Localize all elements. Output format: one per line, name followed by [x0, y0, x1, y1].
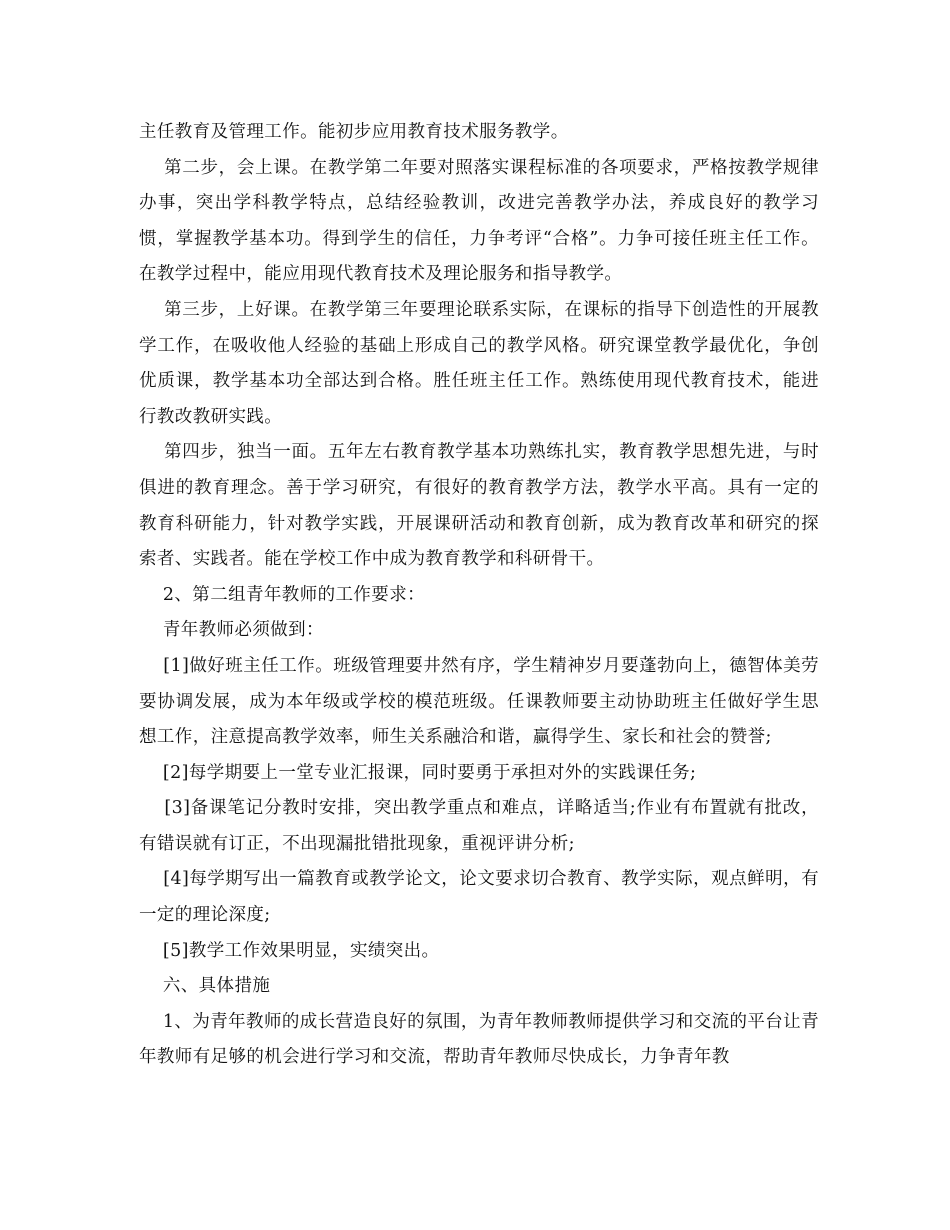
list-item-1: [1]做好班主任工作。班级管理要井然有序，学生精神岁月要蓬勃向上，德智体美劳要协调发展，成为本年级或学校的模范班级。任课教师要主动协助班主任做好学生思想工作，注意提高教学效率，师生关系融洽和谐，赢得学生、家长和社会的赞誉;	[139, 655, 819, 748]
list-item-5: [5]教学工作效果明显，实绩突出。	[139, 940, 440, 961]
heading-specific-measures: 六、具体措施	[139, 976, 271, 997]
paragraph-must-do: 青年教师必须做到：	[139, 620, 324, 641]
paragraph-step-four: 第四步，独当一面。五年左右教育教学基本功熟练扎实，教育教学思想先进，与时俱进的教育理念。善于学习研究，有很好的教育教学方法，教学水平高。具有一定的教育科研能力，针对教学实践，开展课研活动和教育创新，成为教育改革和研究的探索者、实践者。能在学校工作中成为教育教学和科研骨干。	[139, 442, 819, 570]
paragraph-step-two: 第二步，会上课。在教学第二年要对照落实课程标准的各项要求，严格按教学规律办事，突出学科教学特点，总结经验教训，改进完善教学办法，养成良好的教学习惯，掌握教学基本功。得到学生的信任，力争考评“合格”。力争可接任班主任工作。在教学过程中，能应用现代教育技术及理论服务和指导教学。	[139, 157, 819, 285]
paragraph-step-three: 第三步，上好课。在教学第三年要理论联系实际，在课标的指导下创造性的开展教学工作，在吸收他人经验的基础上形成自己的教学风格。研究课堂教学最优化，争创优质课，教学基本功全部达到合格。胜任班主任工作。熟练使用现代教育技术，能进行教改教研实践。	[139, 299, 819, 427]
heading-group-two-requirements: 2、第二组青年教师的工作要求：	[139, 584, 425, 605]
document-body	[139, 115, 819, 1076]
list-item-4: [4]每学期写出一篇教育或教学论文，论文要求切合教育、教学实际，观点鲜明，有一定的理论深度;	[139, 869, 819, 926]
list-item-2: [2]每学期要上一堂专业汇报课，同时要勇于承担对外的实践课任务;	[139, 762, 697, 783]
paragraph-continuation: 主任教育及管理工作。能初步应用教育技术服务教学。	[139, 122, 569, 142]
list-item-3: [3]备课笔记分教时安排，突出教学重点和难点，详略适当;作业有布置就有批改，有错误就有订正，不出现漏批错批现象，重视评讲分析;	[139, 798, 819, 854]
paragraph-measure-1: 1、为青年教师的成长营造良好的氛围，为青年教师教师提供学习和交流的平台让青年教师有足够的机会进行学习和交流，帮助青年教师尽快成长，力争青年教	[139, 1011, 819, 1068]
